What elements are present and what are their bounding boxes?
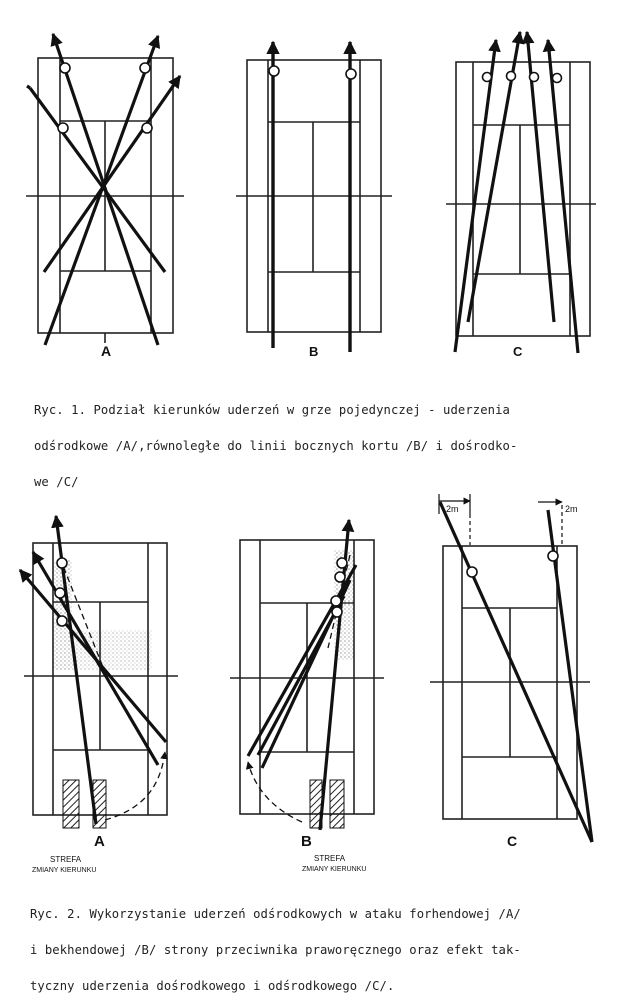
fig1-label-a: A <box>101 343 112 359</box>
dimension-label-right: 2m <box>565 504 578 514</box>
court-1a <box>26 58 184 343</box>
court-2b <box>230 540 384 814</box>
fig1-label-b: B <box>309 344 319 359</box>
caption-line: tyczny uderzenia dośrodkowego i odśrodkowego /C/. <box>30 979 395 993</box>
caption-line: Ryc. 2. Wykorzystanie uderzeń odśrodkowych w ataku forhendowej /A/ <box>30 907 521 921</box>
zone-label-2b-top: STREFA <box>314 854 346 863</box>
court-2a <box>24 543 178 815</box>
direction-change-zone-2a <box>63 780 106 828</box>
shots-1a <box>27 34 180 345</box>
dimension-label-left: 2m <box>446 504 459 514</box>
fig1-label-c: C <box>513 344 523 359</box>
fig2-label-c: C <box>507 833 518 849</box>
zone-label-2b-bottom: ZMIANY KIERUNKU <box>302 866 367 873</box>
fig2-label-a: A <box>94 833 105 850</box>
caption-line: i bekhendowej /B/ strony przeciwnika praworęcznego oraz efekt tak- <box>30 943 521 957</box>
direction-change-zone-2b <box>310 780 344 828</box>
court-1b <box>236 60 392 332</box>
figure1-caption <box>34 380 517 500</box>
zone-label-2a-bottom: ZMIANY KIERUNKU <box>32 867 97 874</box>
shots-1b <box>273 42 350 352</box>
caption-line: Ryc. 1. Podział kierunków uderzeń w grze pojedynczej - uderzenia <box>34 403 510 417</box>
court-2c <box>430 546 590 819</box>
figure2-caption <box>30 884 521 1004</box>
ball-markers-2c <box>467 551 558 577</box>
fig2-label-b: B <box>301 833 312 850</box>
caption-line: odśrodkowe /A/,równoległe do linii bocznych kortu /B/ i dośrodko- <box>34 439 518 453</box>
ball-markers-1b <box>269 66 356 79</box>
zone-label-2a-top: STREFA <box>50 855 82 864</box>
caption-line: we /C/ <box>34 475 79 489</box>
